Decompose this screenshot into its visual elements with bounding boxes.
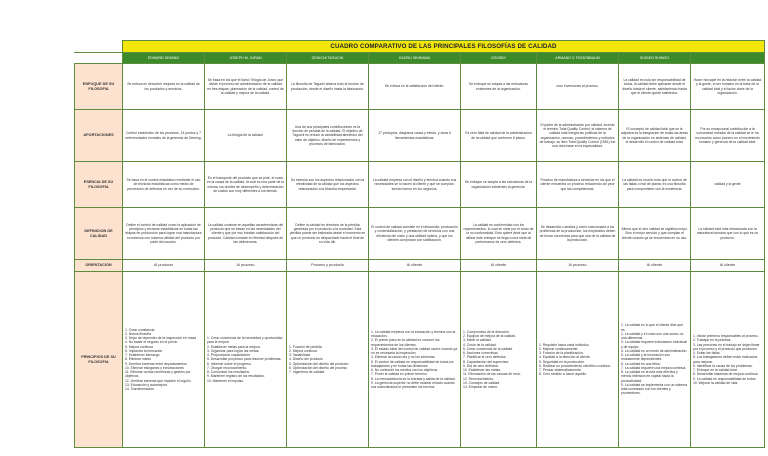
table-cell: La calidad consiste en aquellas características del producto que se basan en las necesidades del cliente y que por eso brindan satisfacción del producto. Calidad consiste en libertad después de las deficiencias. [205, 208, 287, 260]
column-header: ARMAND V. FEIGENBAUM [537, 53, 619, 64]
table-cell: Define el control de calidad como la aplicación de principios y técnicas estadísticas en todas las etapas de producción para lograr una manufactura económica con máxima utilidad del producto por parte del usuario. [123, 208, 205, 260]
table-row [75, 272, 765, 448]
list-item: 5. Desarrollar proyectos para resolver problemas. [207, 357, 282, 362]
list-item: 8. La mercadotecnia es la entrada y salida de la calidad. [371, 376, 456, 381]
list-item: 2. La calidad y el costo son una suma, no una diferencia. [621, 331, 684, 341]
list-item: 11. Eliminación de las causas de error. [463, 372, 521, 377]
list-item: 1. Compromiso de la dirección. [463, 329, 510, 334]
list-item: 3. El estado ideal del control de calidad ocurre cuando ya no es necesaria la inspección. [371, 346, 458, 355]
table-cell: Su esencia son los aspectos relacionados con la efectividad de la calidad que los aspectos relacionados a la filosofía empresarial. [287, 162, 369, 208]
list-item: 4. Proporcionar capacitación. [207, 353, 251, 358]
table-cell: La trilogía de la calidad. [205, 110, 287, 162]
table-cell: La calidad empieza con el diseño y termina cuando sus necesidades se lo hacen al cliente y que se cumplan, siendo bueno en los negocios. [369, 162, 461, 208]
list-item: 7. Establecer liderazgo [125, 353, 160, 358]
column-header: SHIGEO SHINGO [619, 53, 691, 64]
list-item: 9. Día de cero defectos. [463, 363, 499, 368]
table-cell: Afirma que el otro calidad se significa mejor. Sino el mejor servicio y que cumplan el cliente cuando ya se encuentran en su uso. [619, 208, 691, 260]
list-item: 3. Variabilidad [289, 353, 311, 358]
list-item: 8. Desarrollar sistemas de mejora continua. [693, 372, 759, 377]
table-row [75, 208, 765, 260]
row-label: ESENCIA DE SU FILOSOFIA [75, 162, 123, 208]
table-cell: Se enfoca en descubrir mejoras en la calidad de los productos y servicios. [123, 64, 205, 110]
list-item: 4. Eliminar la causa raíz y no los síntomas. [371, 355, 436, 360]
list-item: 2. Establecer metas para la mejora. [207, 344, 261, 349]
header-blank [75, 53, 123, 64]
list-item: 10. Eliminar eslóganes y exhortaciones [125, 365, 184, 370]
table-cell: 17 principios, diagrama causa y efecto, y otras 6 herramientas estadísticas. [369, 110, 461, 162]
table-cell: Al producto [123, 260, 205, 272]
list-item: 5. Mejora continua [125, 344, 153, 349]
table-body [75, 64, 765, 448]
list-item: 6. Implantar la formación [125, 348, 163, 353]
table-cell: La calidad es nula sin responsabilidad de todos, la calidad debe aplicarse desde el diseño hasta el cliente, satisfaciendo hasta que el cliente quede satisfecho. [619, 64, 691, 110]
list-item: 3. La calidad requiere entusiasmo individual y de equipo. [621, 340, 687, 349]
list-item: 3. Las personas en el trabajo se dejan llevar por el proceso y el producto que producen. [693, 342, 760, 351]
list-item: 6. La calidad es una ética. [621, 361, 661, 366]
table-cell: El concepto de calidad total que se le adjudica es la integración de todas las áreas de la organización en sistemas de calidad; él desarrolló el control de calidad total. [619, 110, 691, 162]
table-cell: Se basa en el control estadístico mediante el uso de técnicas estadísticas como medio de prevención de defectos en vez de su corrección. [123, 162, 205, 208]
list-item: 12. Derribar barreras que impiden el orgullo [125, 378, 191, 383]
list-item: 8. Cero sentido a hacer aquello. [539, 372, 588, 377]
table-cell: Al cliente [691, 260, 765, 272]
table-cell: Al proceso [205, 260, 287, 272]
column-header [691, 53, 765, 64]
list-item: 1. Función de pérdida [289, 344, 322, 349]
list-item: 5. Crear conciencia de la calidad. [463, 346, 514, 351]
list-item: 8. Capacitación del supervisor. [463, 359, 510, 364]
table-cell: La calidad es conformidad con los requerimientos, lo cual se mide por el costo de la no conformidad. Esto quiere decir que al utilizar este enfoque se llega a una meta de performance de cero defectos. [461, 208, 537, 260]
table-row [75, 162, 765, 208]
table-cell: Al cliente [461, 260, 537, 272]
list-item: 4. La calidad es un modo de administración. [621, 348, 688, 353]
column-header: JOSEPH M. JURAN [205, 53, 287, 64]
table-cell: cero inversiones al proceso. [537, 64, 619, 110]
column-header: EDWARD DEMING [123, 53, 205, 64]
list-item: 10. Mantener el impulso. [207, 378, 245, 383]
table-corner-blank [75, 41, 123, 53]
table-cell: Define la calidad en términos de la pérdida generada por el producto a la sociedad. Esta pérdida puede ser estimada desde el momento en que un producto es despachado hasta el final de su vida útil. [287, 208, 369, 260]
list-item: 6. Optimización del diseño del proceso [289, 365, 348, 370]
list-item: 2. Equipos de mejora de la calidad. [463, 334, 516, 338]
column-header: KAORU ISHIKAWA [369, 53, 461, 64]
table-cell [537, 272, 619, 448]
table-cell: Por su excepcional contribución a la comunidad mundial de la calidad se le ha reconocido como pionero en el movimiento humano y gerencia de la calidad total. [691, 110, 765, 162]
list-item: 9. La calidad se implementa con un sistema total conectado con los clientes y proveedores. [621, 382, 687, 396]
list-item: 12. Reconocimiento. [463, 376, 494, 381]
comparison-table [74, 40, 765, 448]
list-item: 8. La calidad es la ruta más efectiva y menos intensiva en capital hacia la productividad. [621, 370, 678, 383]
table-row [75, 110, 765, 162]
column-header: GENICHI TAGUCHI [287, 53, 369, 64]
table-cell: El control de calidad consiste en el desarrollo, producción y comercialización, y prestación de servicios con una eficiencia del costo y una utilidad óptima, y que los clientes compraran con satisfacción. [369, 208, 461, 260]
table-cell: Se basa en los que él llamó Trilogía de Juran; que divide el proceso de administración de la calidad en tres etapas: planeación de la calidad, control de la calidad y mejora de la calidad. [205, 64, 287, 110]
list-item: 7. Poner la calidad en primer término. [371, 372, 428, 377]
table-cell: Control estadístico de los procesos, 14 puntos y 7 enfermedades mortales de la gerencia de Deming. [123, 110, 205, 162]
list-item: 5. Los trabajadores deben estar motivados para mejorar. [693, 355, 758, 364]
table-cell: Se enfoque se adopta a las estructuras de la organización existentes la gerencia. [461, 162, 537, 208]
table-cell: Una de sus principales contribuciones es la función de pérdida de la calidad. El objetivo de Taguchi es reducir la variabilidad alrededor del valor de objetivo, diseño de experimentos y procesos de fabricación. [287, 110, 369, 162]
table-cell: Es cero falta de calidad de la administración de la calidad que conforme 6 pasos. [461, 110, 537, 162]
list-item: 3. Dejar de depender de la inspección en masa [125, 336, 197, 341]
list-item: 7. Pensar sistemáticamente. [539, 368, 582, 372]
list-item: 8. Eliminar miedo [125, 357, 152, 362]
list-item: 13. Consejos de calidad. [463, 380, 501, 385]
list-item: 2. Mejora continua [289, 348, 317, 353]
table-cell: Proceso y producto [287, 260, 369, 272]
list-item: 2. El primer paso en la calidad es conocer los requerimientos de los clientes. [371, 338, 440, 347]
table-cell: Proceso de manufactura a servicios en los que el cliente encuentra un proceso reduciendo sin peor que las competencias. [537, 162, 619, 208]
list-item: 7. La calidad requiere una mejora continua. [621, 365, 687, 370]
list-item: 7. Otorgar reconocimiento. [207, 365, 248, 370]
table-cell [287, 272, 369, 448]
list-item: 5. El control de calidad es responsabilidad de todos los trabajadores y en todas las divisiones. [371, 359, 454, 368]
list-item: 4. Costo de la calidad. [463, 342, 497, 347]
list-item: 5. La calidad y la innovación son mutuamente dependientes. [621, 353, 671, 362]
list-item: 9. Mantener registro de los resultados. [207, 374, 265, 379]
list-item: 9. Derribar barreras entre departamentos [125, 361, 187, 366]
list-item: 1. Requisito hacia cada individuo. [539, 342, 590, 347]
list-item: 11. Eliminar cuotas numéricas y gestión por objetivos [125, 370, 191, 379]
list-item: 1. Crear conciencia de la necesidad y oportunidad para la mejora. [207, 336, 283, 345]
table-cell [691, 272, 765, 448]
list-item: 3. Función de la planificación. [539, 351, 584, 355]
list-item: 10. Mejorar la calidad de vida. [693, 380, 739, 385]
list-item: 2. Mejorar continuamente. [539, 346, 579, 351]
list-item: 6. Realizar un procedimiento científico continuo. [539, 363, 612, 368]
list-item: 10. Establecer las metas. [463, 368, 502, 372]
table-cell: Se enfoque se adopta a las estructuras existentes de la organización. [461, 64, 537, 110]
table-cell: La calidad es mucho más que el control de las fallas o mal de planta; es una filosofía para comprometer con la excelencia. [619, 162, 691, 208]
table-cell [619, 272, 691, 448]
list-item: 1. Crear constancia [125, 327, 155, 332]
list-item: 8. Comunicar los resultados. [207, 370, 250, 375]
list-item: 7. Planificar el cero defectos. [463, 355, 507, 360]
list-item: 6. Identificar la causa de los problemas. [693, 363, 753, 368]
list-item: 1. La calidad empieza con la educación y termina con la educación. [371, 329, 456, 338]
table-cell: Se desarrolla o analiza y cómo solucionarla a los problemas de la producción; los empleados deben de tomar conciencia para que sea de la calidad de la producción. [537, 208, 619, 260]
table-cell: Al cliente [619, 260, 691, 272]
list-item: 7. Ingeniería de calidad [289, 370, 325, 375]
table-row [75, 64, 765, 110]
list-item: 14. Empezar de nuevo. [463, 385, 499, 389]
row-label: ORIENTACION [75, 260, 123, 272]
row-label: DEFINICION DE CALIDAD [75, 208, 123, 260]
row-label: ENFOQUE DE SU FILOSOFIA [75, 64, 123, 110]
table-cell: Al proceso [537, 260, 619, 272]
table-cell: En el transporte del producto que se pide, el costo es la causa de la calidad, la cual es una parte de la misma, los niveles de desempeño y determinación de costos son muy diferentes a los demás. [205, 162, 287, 208]
list-item: 14. Transformación [125, 387, 155, 392]
list-item: 6. Acciones correctivas. [463, 351, 499, 355]
list-item: 5. Seguridad en la producción. [539, 359, 585, 364]
table-row [75, 260, 765, 272]
table-cell: Hacer hincapié en la relación entre la calidad y la gente, el ser humano es la base de la calidad total y el factor clave de la organización. [691, 64, 765, 110]
table-cell: Al cliente [369, 260, 461, 272]
table-cell [461, 272, 537, 448]
list-item: 5. Optimización del diseño del producto [289, 361, 349, 366]
list-item: 1. La calidad es lo que el cliente dice que es. [621, 323, 684, 332]
list-item: 2. Trabajar en la práctica. [693, 338, 732, 343]
table-cell: Se enfoca en la satisfacción del cliente. [369, 64, 461, 110]
list-item: 13. Educación y automejora [125, 382, 168, 387]
row-label: APORTACIONES [75, 110, 123, 162]
list-item: 9. La calidad es responsabilidad de todos. [693, 376, 757, 381]
list-item: 1. Iniciar primeros responsables al proceso. [693, 334, 759, 338]
table-cell: La filosofía de Taguchi abarca todo la función de producción, desde el diseño hasta la fabricación. [287, 64, 369, 110]
table-cell: calidad y la gente [691, 162, 765, 208]
list-item: 4. No basar el negocio en el precio [125, 340, 178, 345]
list-item: 4. Diseño del producto [289, 357, 323, 362]
table-cell [123, 272, 205, 448]
list-item: 6. No confundir los medios con los objetivos. [371, 368, 439, 372]
list-item: 4. Evitar las fallas. [693, 351, 721, 355]
table-title: CUADRO COMPARATIVO DE LAS PRINCIPALES FILOSOFÍAS DE CALIDAD [123, 41, 765, 53]
row-label: PRINCIPIOS DE SU FILOSOFIA [75, 272, 123, 448]
list-item: 9. La gerencia superior no debe mostrar enfado cuando sus subordinados le presenten los hechos. [371, 380, 455, 389]
list-item: 7. Enfoque en la calidad total. [693, 368, 738, 372]
list-item: 4. Equidad a la atención al cliente. [539, 355, 591, 360]
column-header: CROSBY [461, 53, 537, 64]
list-item: 3. Organizar para lograr las metas. [207, 348, 260, 353]
table-cell: El padre de la administración por calidad, inventó el término Total Quality Control; el sistema de calidad total integra las políticas de la organización, normas, procedimientos y métodos de trabajo; su libro Total Quality Control (1951) fue una obra base en la especialidad. [537, 110, 619, 162]
list-item: 6. Informar sobre el progreso. [207, 361, 252, 366]
table-cell [369, 272, 461, 448]
table-cell: La calidad está más relacionada con la naturaleza humana que con lo que es un producto. [691, 208, 765, 260]
list-item: 3. Medir la calidad. [463, 338, 492, 343]
list-item: 2. Nueva filosofía [125, 331, 152, 336]
table-cell [205, 272, 287, 448]
